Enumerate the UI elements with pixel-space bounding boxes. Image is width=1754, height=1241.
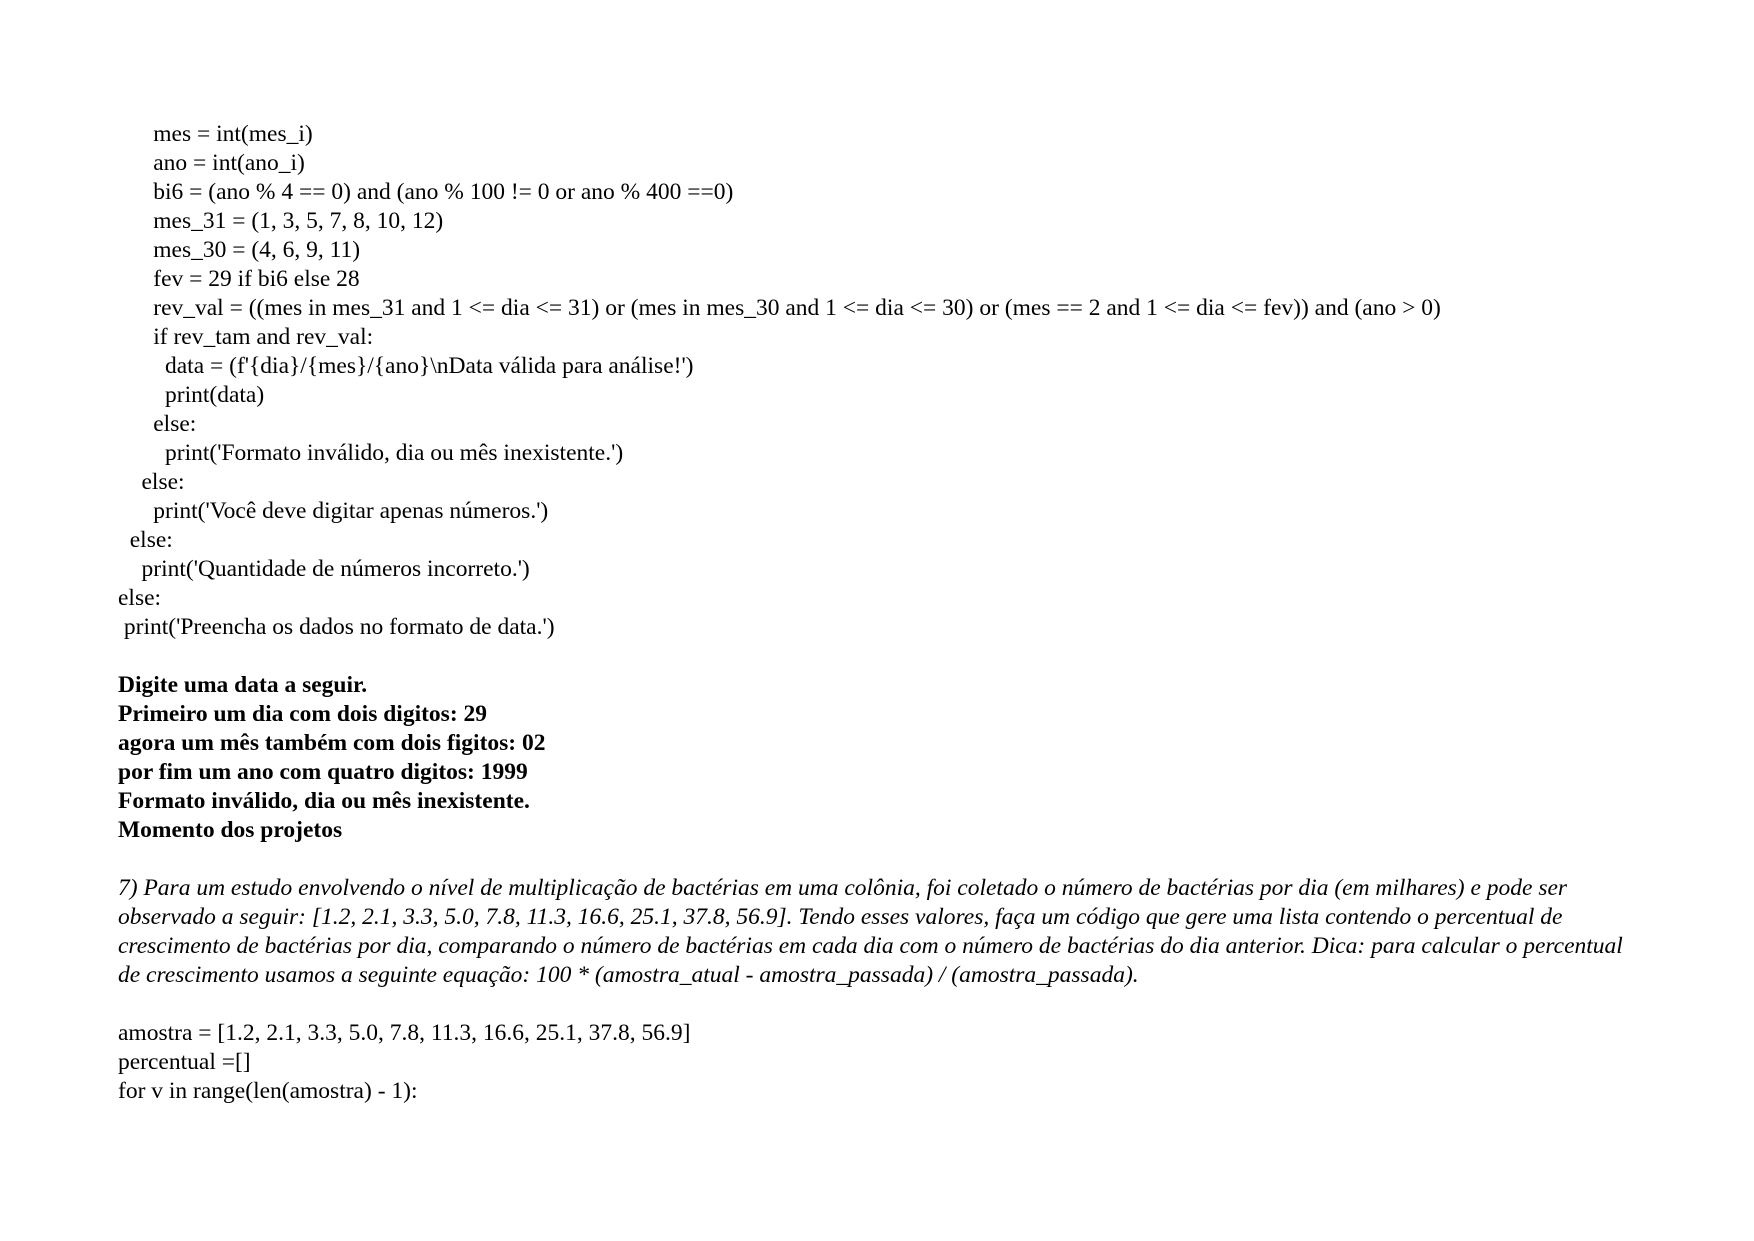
code-line: bi6 = (ano % 4 == 0) and (ano % 100 != 0 or ano % 400 ==0) bbox=[118, 179, 734, 205]
code-line: else: bbox=[118, 469, 185, 495]
spacer bbox=[118, 990, 1638, 1019]
code-line: amostra = [1.2, 2.1, 3.3, 5.0, 7.8, 11.3, 16.6, 25.1, 37.8, 56.9] bbox=[118, 1020, 691, 1046]
code-line: print(data) bbox=[118, 382, 265, 408]
code-line: mes_30 = (4, 6, 9, 11) bbox=[118, 237, 361, 263]
document-content bbox=[118, 120, 1638, 1106]
code-block-growth-percent bbox=[118, 1019, 1638, 1106]
code-line: fev = 29 if bi6 else 28 bbox=[118, 266, 360, 292]
spacer bbox=[118, 642, 1638, 671]
code-line: mes_31 = (1, 3, 5, 7, 8, 10, 12) bbox=[118, 208, 444, 234]
output-line: Momento dos projetos bbox=[118, 817, 343, 843]
output-line: Primeiro um dia com dois digitos: 29 bbox=[118, 701, 488, 727]
code-line: print('Formato inválido, dia ou mês inexistente.') bbox=[118, 440, 624, 466]
code-line: print('Preencha os dados no formato de data.') bbox=[118, 614, 555, 640]
code-line: else: bbox=[118, 527, 173, 553]
program-output-block bbox=[118, 671, 1638, 845]
code-line: else: bbox=[118, 585, 162, 611]
spacer bbox=[118, 845, 1638, 874]
code-line: rev_val = ((mes in mes_31 and 1 <= dia <= 31) or (mes in mes_30 and 1 <= dia <= 30) or (mes == 2 and 1 <= dia <= fev)) and (ano > 0) bbox=[118, 295, 1441, 321]
code-line: ano = int(ano_i) bbox=[118, 150, 305, 176]
code-line: print('Você deve digitar apenas números.') bbox=[118, 498, 549, 524]
output-line: agora um mês também com dois figitos: 02 bbox=[118, 730, 546, 756]
code-line: if rev_tam and rev_val: bbox=[118, 324, 374, 350]
code-line: else: bbox=[118, 411, 197, 437]
code-line: print('Quantidade de números incorreto.') bbox=[118, 556, 530, 582]
question-7-text: 7) Para um estudo envolvendo o nível de multiplicação de bactérias em uma colônia, foi coletado o número de bactérias por dia (em milhares) e pode ser observado a seguir: [1.2, 2.1, 3.3, 5.0, 7.8, 11.3, 16.6, 25.1, 37.8, 56.9]. Tendo esses valores, faça um código que gere uma lista contendo o percentual de crescimento de bactérias por dia, comparando o número de bactérias em cada dia com o número de bactérias do dia anterior. Dica: para calcular o percentual de crescimento usamos a seguinte equação: 100 * (amostra_atual - amostra_passada) / (amostra_passada). bbox=[118, 875, 1623, 988]
code-line: percentual =[] bbox=[118, 1049, 251, 1075]
output-line: Formato inválido, dia ou mês inexistente. bbox=[118, 788, 530, 814]
code-line: mes = int(mes_i) bbox=[118, 121, 313, 147]
code-block-date-validation bbox=[118, 120, 1638, 642]
code-line: data = (f'{dia}/{mes}/{ano}\nData válida para análise!') bbox=[118, 353, 694, 379]
output-line: por fim um ano com quatro digitos: 1999 bbox=[118, 759, 528, 785]
code-line: for v in range(len(amostra) - 1): bbox=[118, 1078, 418, 1104]
output-line: Digite uma data a seguir. bbox=[118, 672, 368, 698]
